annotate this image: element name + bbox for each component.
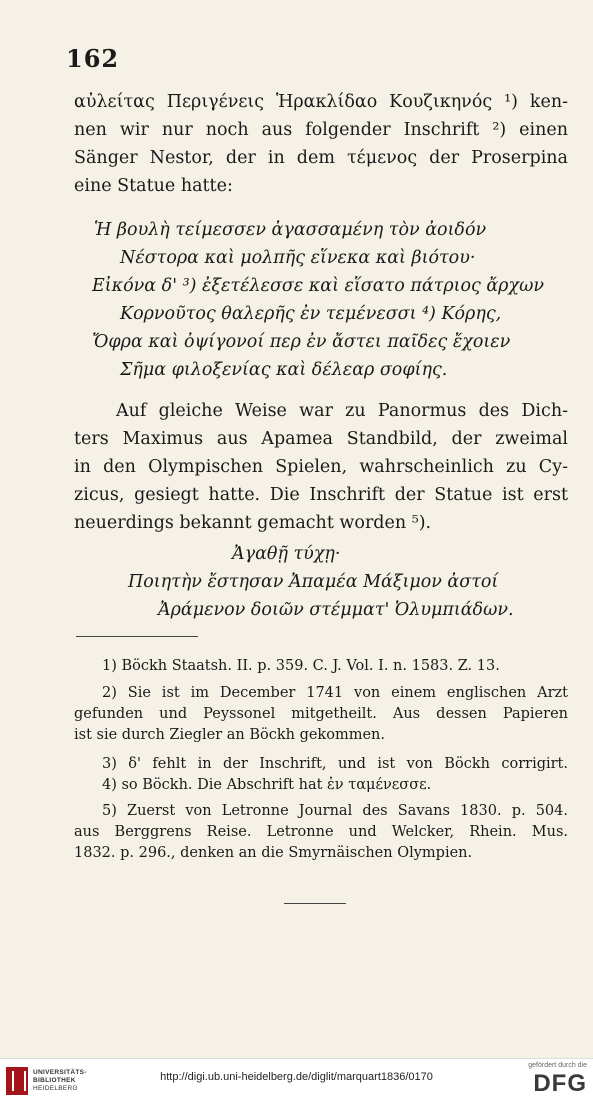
text-line: in den Olympischen Spielen, wahrscheinlich zu Cy- — [74, 457, 568, 477]
footnote-divider — [76, 636, 198, 637]
footnote-1 — [74, 656, 568, 677]
text-line: αὐλείτας Περιγένεις Ἡρακλίδαο Κουζικηνός ¹) ken- — [74, 92, 568, 112]
text-line: eine Statue hatte: — [74, 176, 233, 196]
footnote-4 — [74, 775, 568, 796]
footnote-line: 2) Sie ist im December 1741 von einem englischen Arzt — [102, 685, 568, 701]
footnote-line: 3) δ' fehlt in der Inschrift, und ist von Böckh corrigirt. — [102, 756, 568, 772]
poem-line: Κορνοῦτος θαλερῆς ἐν τεμένεσσι ⁴) Κόρης, — [120, 304, 502, 324]
end-rule — [284, 903, 346, 904]
logo-line: BIBLIOTHEK — [33, 1077, 76, 1084]
poem-line: Ἀγαθῇ τύχῃ· — [232, 544, 341, 564]
footnote-line: ist sie durch Ziegler an Böckh gekommen. — [74, 727, 385, 743]
page-number: 162 — [66, 44, 120, 73]
dfg-logo[interactable] — [507, 1062, 587, 1098]
paragraph-1 — [74, 88, 568, 200]
text-line: zicus, gesiegt hatte. Die Inschrift der Statue ist erst — [74, 485, 568, 505]
footnote-5 — [74, 801, 568, 864]
permalink[interactable]: http://digi.ub.uni-heidelberg.de/diglit/marquart1836/0170 — [160, 1071, 433, 1083]
poem-line: Εἰκόνα δ' ³) ἐξετέλεσσε καὶ εἵσατο πάτριος ἄρχων — [92, 276, 544, 296]
footnote-line: 5) Zuerst von Letronne Journal des Savans 1830. p. 504. — [102, 803, 568, 819]
text-line: neuerdings bekannt gemacht worden ⁵). — [74, 513, 432, 533]
footnote-line: 1) Böckh Staatsh. II. p. 359. C. J. Vol. I. n. 1583. Z. 13. — [102, 658, 500, 674]
funded-by-label: gefördert durch die — [528, 1062, 587, 1069]
dfg-wordmark: DFG — [533, 1070, 587, 1097]
footnote-line: gefunden und Peyssonel mitgetheilt. Aus dessen Papieren — [74, 706, 568, 722]
paragraph-2 — [74, 397, 568, 537]
poem-line: Ἡ βουλὴ τείμεσσεν ἀγασσαμένη τὸν ἀοιδόν — [94, 220, 487, 240]
text-line: nen wir nur noch aus folgender Inschrift ²) einen — [74, 120, 568, 140]
footnote-3 — [74, 754, 568, 775]
text-line: Sänger Nestor, der in dem τέμενος der Proserpina — [74, 148, 568, 168]
text-line: ters Maximus aus Apamea Standbild, der zweimal — [74, 429, 568, 449]
poem-line: Νέστορα καὶ μολπῆς εἵνεκα καὶ βιότου· — [120, 248, 476, 268]
logo-line: UNIVERSITÄTS- — [33, 1069, 87, 1076]
poem-line: Σῆμα φιλοξενίας καὶ δέλεαρ σοφίης. — [120, 360, 448, 380]
logo-line: HEIDELBERG — [33, 1085, 78, 1092]
poem-line: Ποιητὴν ἔστησαν Ἀπαμέα Μάξιμον ἀστοί — [128, 572, 499, 592]
poem-line: Ἀράμενον δοιῶν στέμματ' Ὀλυμπιάδων. — [158, 600, 514, 620]
text-line: Auf gleiche Weise war zu Panormus des Dich- — [116, 401, 568, 421]
footnote-line: 1832. p. 296., denken an die Smyrnäischen Olympien. — [74, 845, 473, 861]
poem-line: Ὄφρα καὶ ὀψίγονοί περ ἐν ἄστει παῖδες ἔχοιεν — [92, 332, 511, 352]
footnote-2 — [74, 683, 568, 746]
footnote-line: 4) so Böckh. Die Abschrift hat ἐν ταμένεσσε. — [102, 777, 432, 793]
footnote-line: aus Berggrens Reise. Letronne und Welcker, Rhein. Mus. — [74, 824, 568, 840]
